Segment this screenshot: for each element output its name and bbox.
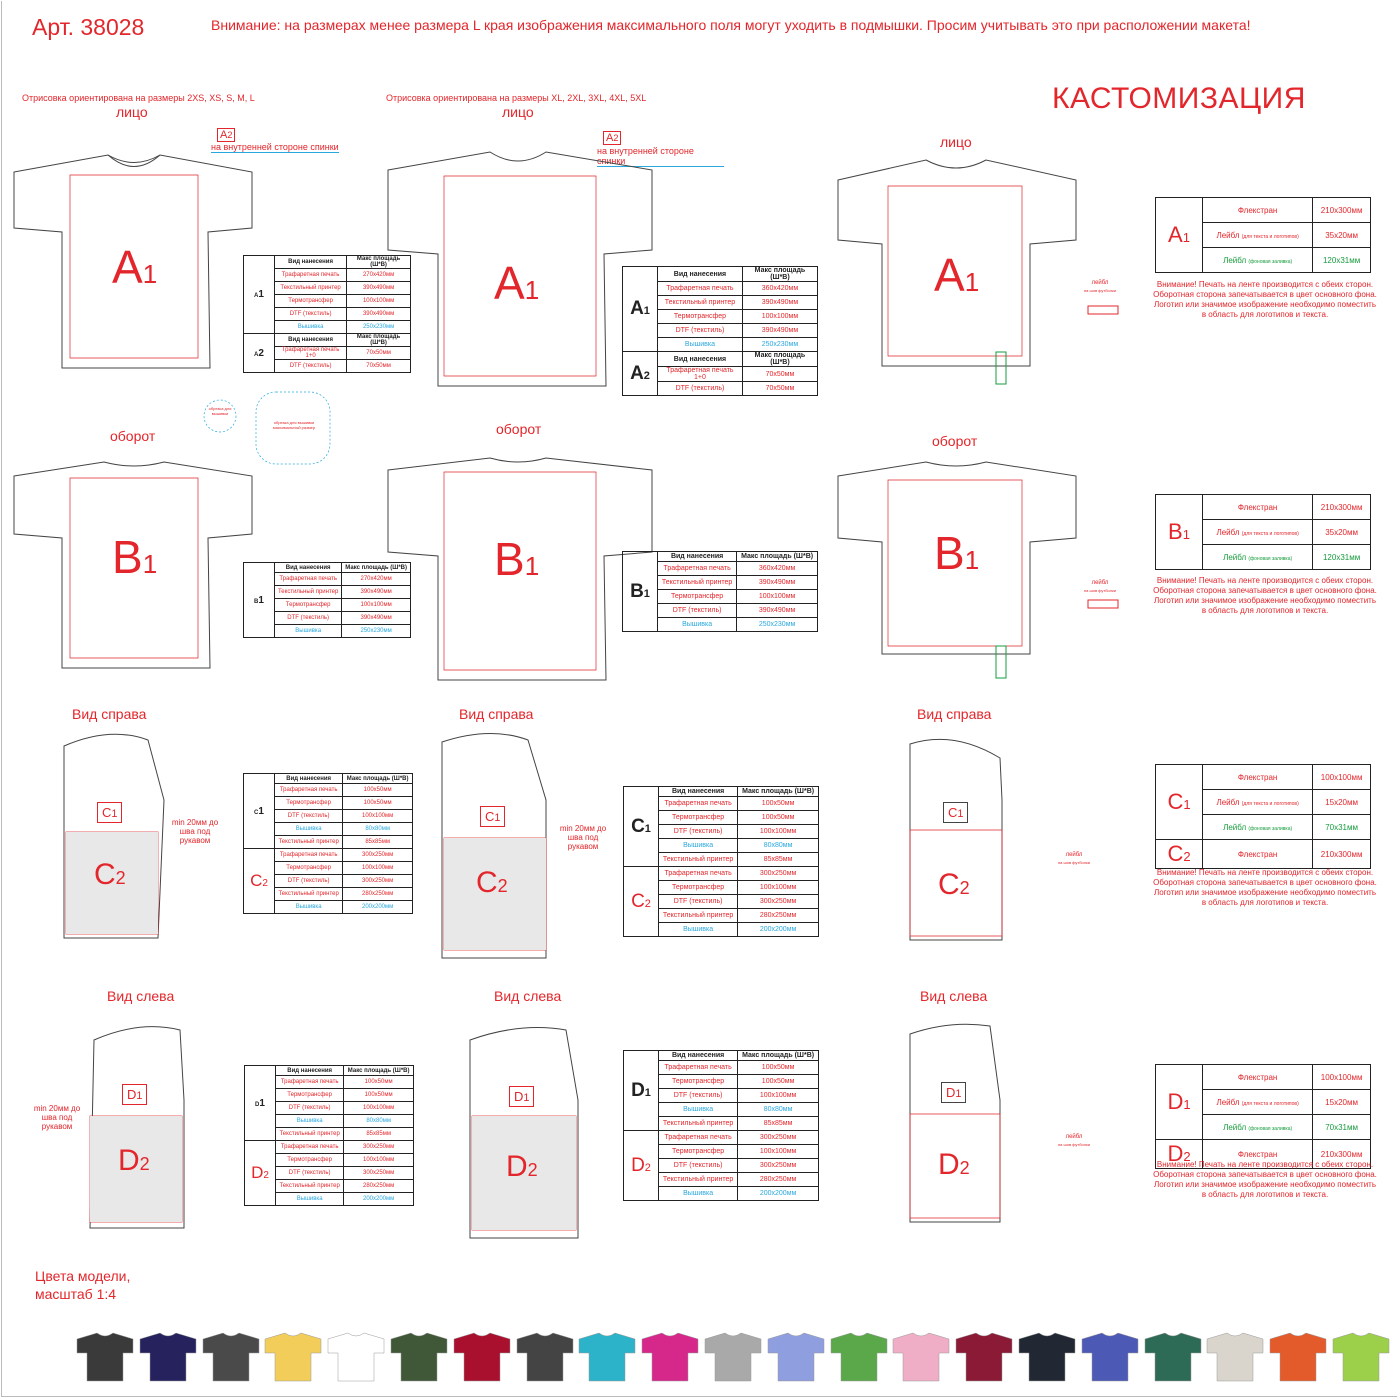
color-swatch-8 [515,1333,575,1381]
custom-notice-c: Внимание! Печать на ленте производится с обеих сторон. Оборотная сторона запечатывается в цвет основного фона. Логотип или значимое изображение необходимо поместить в область для логотипов и текста. [1153,868,1377,907]
zone-a1-small: A1 [112,241,158,293]
zone-c2-custom: C2 [938,868,970,901]
tape-label-a: лейбл на шов футболки [1083,280,1117,293]
front-label-custom: лицо [940,134,972,150]
table-d-small: D1 Вид нанесения Макс площадь (Ш*В) Трафаретная печать 100x50мм Термотрансфер 100x50мм DTF (текстиль) 100x100мм Вышивка 80x80мм Текстильный принтер 85x85мм D2 Трафаретная печать 300x250мм Термотрансфер 100x100мм DTF (текстиль) 300x250мм Текстильный принтер 280x250мм Вышивка 200x200мм [244,1065,414,1206]
back-label-large: оборот [496,421,542,437]
table-a-small: A1 Вид нанесения Макс площадь (Ш*В) Трафаретная печать 270x420мм Текстильный принтер 390x490мм Термотрансфер 100x100мм DTF (текстиль) 390x490мм Вышивка 250x230мм A2 Вид нанесения Макс площадь (Ш*В) Трафаретная печать 1+0 70x50мм DTF (текстиль) 70x50мм [243,255,411,373]
table-b-large: B1 Вид нанесения Макс площадь (Ш*В) Трафаретная печать 360x420мм Текстильный принтер 390x490мм Термотрансфер 100x100мм DTF (текстиль) 390x490мм Вышивка 250x230мм [622,551,818,632]
zone-d1-small: D1 [122,1084,147,1105]
color-swatch-12 [766,1333,826,1381]
custom-notice-d: Внимание! Печать на ленте производится с обеих сторон. Оборотная сторона запечатывается в цвет основного фона. Логотип или значимое изображение необходимо поместить в область для логотипов и текста. [1153,1160,1377,1199]
color-swatch-1 [75,1333,135,1381]
custom-table-d: D1 Флекстран 100x100мм Лейбл (для текста и логотипов) 15x20мм Лейбл (фоновая заливка) 70x31мм D2 Флекстран 210x300мм [1155,1064,1371,1169]
custom-notice-b: Внимание! Печать на ленте производится с обеих сторон. Оборотная сторона запечатывается в цвет основного фона. Логотип или значимое изображение необходимо поместить в область для логотипов и текста. [1153,576,1377,615]
zone-b1-large: B1 [494,533,540,585]
zone-d2-custom: D2 [938,1148,970,1181]
size-warning: Внимание: на размерах менее размера L края изображения максимального поля могут уходить в подмышки. Просим учитывать это при расположении макета! [211,17,1251,33]
back-label-small: оборот [110,428,156,444]
color-swatch-9 [577,1333,637,1381]
min-note-c-large: min 20мм до шва под рукавом [559,824,607,851]
customization-title: КАСТОМИЗАЦИЯ [1052,82,1306,115]
custom-table-c: C1 Флекстран 100x100мм Лейбл (для текста и логотипов) 15x20мм Лейбл (фоновая заливка) 70x31мм C2 Флекстран 210x300мм [1155,764,1371,869]
color-swatch-21 [1331,1333,1391,1381]
zone-b1-small: B1 [112,531,158,583]
custom-table-a: A1 Флекстран 210x300мм Лейбл (для текста и логотипов) 35x20мм Лейбл (фоновая заливка) 120x31мм [1155,197,1371,273]
left-view-custom: Вид слева [920,988,988,1004]
color-swatch-13 [829,1333,889,1381]
a2-marker-large: A2 [603,131,621,145]
color-swatch-19 [1205,1333,1265,1381]
custom-table-b: B1 Флекстран 210x300мм Лейбл (для текста и логотипов) 35x20мм Лейбл (фоновая заливка) 120x31мм [1155,494,1371,570]
right-view-custom: Вид справа [917,706,992,722]
color-swatch-3 [201,1333,261,1381]
min-note-c-small: min 20мм до шва под рукавом [171,818,219,845]
left-view-large: Вид слева [494,988,562,1004]
article-number: Арт. 38028 [32,14,145,40]
zone-d1-custom: D1 [941,1082,966,1103]
embroidery-cut-max: обрезка для вышивки максимальный размер [272,420,316,430]
right-view-large: Вид справа [459,706,534,722]
small-sizes-note: Отрисовка ориентирована на размеры 2XS, XS, S, M, L [22,93,255,103]
table-d-large: D1 Вид нанесения Макс площадь (Ш*В) Трафаретная печать 100x50мм Термотрансфер 100x50мм DTF (текстиль) 100x100мм Вышивка 80x80мм Текстильный принтер 85x85мм D2 Трафаретная печать 300x250мм Термотрансфер 100x100мм DTF (текстиль) 300x250мм Текстильный принтер 280x250мм Вышивка 200x200мм [623,1050,819,1201]
zone-d2-small: D2 [118,1144,150,1177]
back-label-custom: оборот [932,433,978,449]
color-swatch-20 [1268,1333,1328,1381]
zone-d2-large: D2 [506,1150,538,1183]
inner-back-note-small: на внутренней стороне спинки [211,142,339,152]
palette-title: Цвета модели, масштаб 1:4 [35,1268,131,1302]
color-swatch-15 [954,1333,1014,1381]
color-swatch-14 [891,1333,951,1381]
custom-notice-a: Внимание! Печать на ленте производится с обеих сторон. Оборотная сторона запечатывается в цвет основного фона. Логотип или значимое изображение необходимо поместить в область для логотипов и текста. [1153,280,1377,319]
table-a-large: A1 Вид нанесения Макс площадь (Ш*В) Трафаретная печать 360x420мм Текстильный принтер 390x490мм Термотрансфер 100x100мм DTF (текстиль) 390x490мм Вышивка 250x230мм A2 Вид нанесения Макс площадь (Ш*В) Трафаретная печать 1+0 70x50мм DTF (текстиль) 70x50мм [622,266,818,396]
front-label-small: лицо [116,104,148,120]
embroidery-cut-small: обрезка для вышивки [208,406,232,416]
color-swatch-4 [263,1333,323,1381]
left-view-small: Вид слева [107,988,175,1004]
zone-c2-small: C2 [94,858,126,891]
color-swatch-16 [1017,1333,1077,1381]
color-swatch-11 [703,1333,763,1381]
zone-c1-custom: C1 [943,802,968,823]
tape-label-d: лейбл на шов футболки [1057,1134,1091,1147]
zone-b1-custom: B1 [934,527,980,579]
zone-c1-small: C1 [97,802,122,823]
a2-marker-small: A2 [217,128,235,142]
table-b-small: B1 Вид нанесения Макс площадь (Ш*В) Трафаретная печать 270x420мм Текстильный принтер 390x490мм Термотрансфер 100x100мм DTF (текстиль) 390x490мм Вышивка 250x230мм [243,562,411,638]
color-swatch-10 [640,1333,700,1381]
color-swatch-6 [389,1333,449,1381]
color-swatch-18 [1143,1333,1203,1381]
color-swatch-2 [138,1333,198,1381]
large-sizes-note: Отрисовка ориентирована на размеры XL, 2XL, 3XL, 4XL, 5XL [386,93,647,103]
color-swatch-5 [326,1333,386,1381]
zone-c2-large: C2 [476,866,508,899]
front-label-large: лицо [502,104,534,120]
table-c-large: C1 Вид нанесения Макс площадь (Ш*В) Трафаретная печать 100x50мм Термотрансфер 100x50мм DTF (текстиль) 100x100мм Вышивка 80x80мм Текстильный принтер 85x85мм C2 Трафаретная печать 300x250мм Термотрансфер 100x100мм DTF (текстиль) 300x250мм Текстильный принтер 280x250мм Вышивка 200x200мм [623,786,819,937]
zone-a1-custom: A1 [934,249,980,301]
color-swatch-17 [1080,1333,1140,1381]
zone-a1-large: A1 [494,257,540,309]
tape-label-c: лейбл на шов футболки [1057,852,1091,865]
right-view-small: Вид справа [72,706,147,722]
color-swatch-7 [452,1333,512,1381]
tape-label-b: лейбл на шов футболки [1083,580,1117,593]
table-c-small: C1 Вид нанесения Макс площадь (Ш*В) Трафаретная печать 100x50мм Термотрансфер 100x50мм DTF (текстиль) 100x100мм Вышивка 80x80мм Текстильный принтер 85x85мм C2 Трафаретная печать 300x250мм Термотрансфер 100x100мм DTF (текстиль) 300x250мм Текстильный принтер 280x250мм Вышивка 200x200мм [243,773,413,914]
zone-d1-large: D1 [509,1086,534,1107]
min-note-d-small: min 20мм до шва под рукавом [33,1104,81,1131]
inner-back-note-large: на внутренней стороне спинки [597,146,724,167]
zone-c1-large: C1 [480,806,505,827]
